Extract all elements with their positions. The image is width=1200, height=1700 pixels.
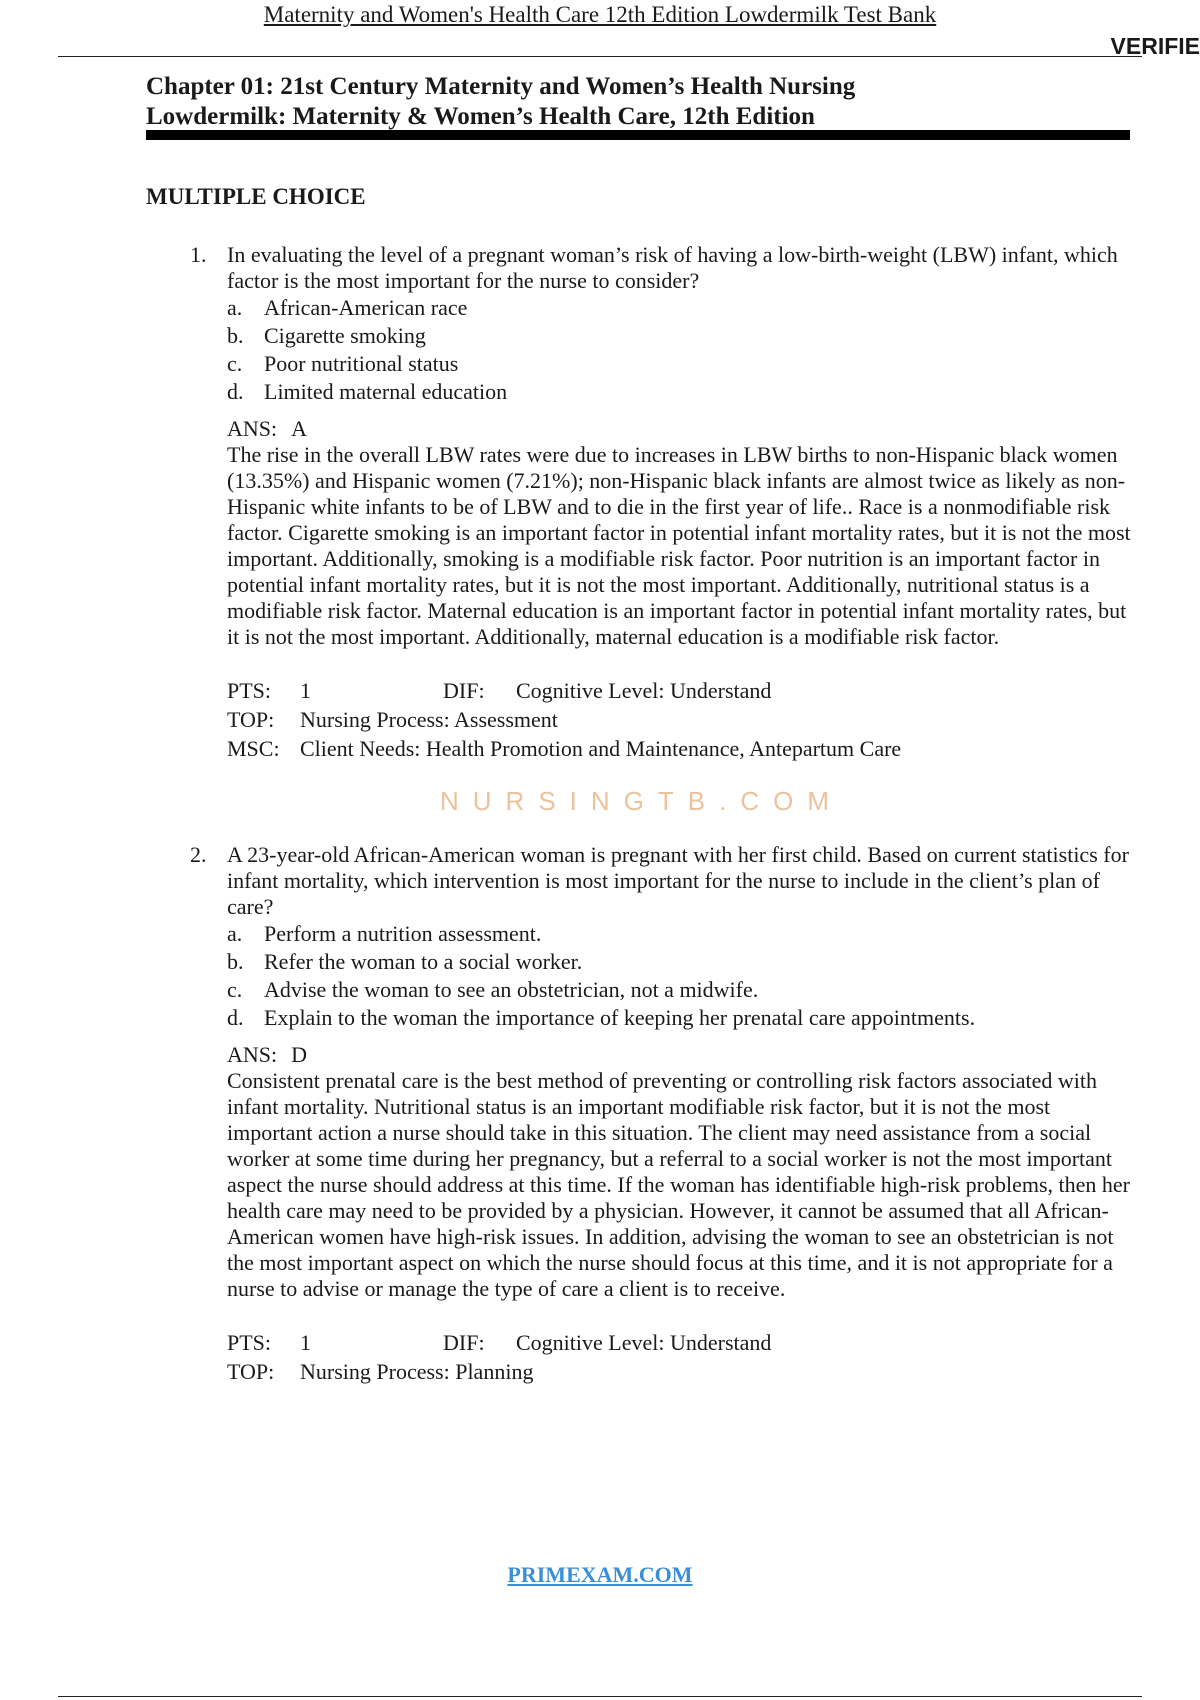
chapter-title: Chapter 01: 21st Century Maternity and Women’s Health Nursing [146,73,856,100]
option-c: c. Poor nutritional status [227,351,459,376]
watermark: NURSINGTB.COM [440,786,843,816]
question-stem: A 23-year-old African-American woman is pregnant with her first child. Based on current statistics for infant mortality, which intervention is most important for the nurse to include in the client’s plan of care? [227,842,1129,919]
msc-value: Client Needs: Health Promotion and Maintenance, Antepartum Care [300,736,902,761]
option-a: a. Perform a nutrition assessment. [227,921,542,946]
answer-key: ANS: D [227,1042,308,1067]
dif-label: DIF: [443,678,485,703]
rationale: Consistent prenatal care is the best method of preventing or controlling risk factors associated with infant mortality. Nutritional status is an important modifiable risk factor, but it is not the most important action a nurse should take in this situation. The client may need assistance from a social worker at some time during her pregnancy, but a referral to a social worker is not the most important aspect the nurse should address at this time. If the woman has identifiable high-risk problems, then her health care may need to be provided by a physician. However, it cannot be assumed that all African-American women have high-risk issues. In addition, advising the woman to see an obstetrician is not the most important aspect on which the nurse should focus at this time, and it is not appropriate for a nurse to advise or manage the type of care a client is to receive. [227,1068,1130,1301]
question-metadata [227,1328,1137,1386]
chapter-divider [146,130,1130,140]
dif-label: DIF: [443,1330,485,1355]
book-title: Lowdermilk: Maternity & Women’s Health Care, 12th Edition [146,103,815,130]
chapter-heading [146,72,855,132]
option-d: d. Limited maternal education [227,379,508,404]
header-divider [58,56,1142,57]
option-d: d. Explain to the woman the importance of keeping her prenatal care appointments. [227,1005,976,1030]
msc-label: MSC: [227,736,280,761]
option-b: b. Cigarette smoking [227,323,426,348]
pts-label: PTS: [227,1330,272,1355]
rationale: The rise in the overall LBW rates were due to increases in LBW births to non-Hispanic black women (13.35%) and Hispanic women (7.21%); non-Hispanic black infants are almost twice as likely as non-Hispanic white infants to be of LBW and to die in the first year of life.. Race is a nonmodifiable risk factor. Cigarette smoking is an important factor in potential infant mortality rates, but it is not the most important. Additionally, smoking is a modifiable risk factor. Poor nutrition is an important factor in potential infant mortality rates, but it is not the most important. Additionally, nutritional status is a modifiable risk factor. Maternal education is an important factor in potential infant mortality rates, but it is not the most important. Additionally, maternal education is a modifiable risk factor. [227,442,1131,649]
answer-key: ANS: A [227,416,308,441]
top-value: Nursing Process: Planning [300,1359,534,1384]
answer-options [227,920,1137,1032]
question-number: 2. [190,842,207,867]
document-title: Maternity and Women's Health Care 12th Edition Lowdermilk Test Bank [263,2,937,27]
top-label: TOP: [227,707,275,732]
pts-value: 1 [300,1330,311,1355]
pts-value: 1 [300,678,311,703]
top-value: Nursing Process: Assessment [300,707,558,732]
option-a: a. African-American race [227,295,468,320]
pts-label: PTS: [227,678,272,703]
footer-divider [58,1696,1142,1697]
footer-link[interactable]: PRIMEXAM.COM [507,1562,693,1587]
question-number: 1. [190,242,207,267]
dif-value: Cognitive Level: Understand [516,1330,772,1355]
answer-options [227,294,1137,406]
dif-value: Cognitive Level: Understand [516,678,772,703]
verified-badge: VERIFIE [1110,33,1200,59]
option-c: c. Advise the woman to see an obstetrician, not a midwife. [227,977,759,1002]
section-title: MULTIPLE CHOICE [146,184,366,209]
top-label: TOP: [227,1359,275,1384]
question-metadata [227,676,1137,763]
option-b: b. Refer the woman to a social worker. [227,949,583,974]
question-stem: In evaluating the level of a pregnant woman’s risk of having a low-birth-weight (LBW) infant, which factor is the most important for the nurse to consider? [227,242,1118,293]
